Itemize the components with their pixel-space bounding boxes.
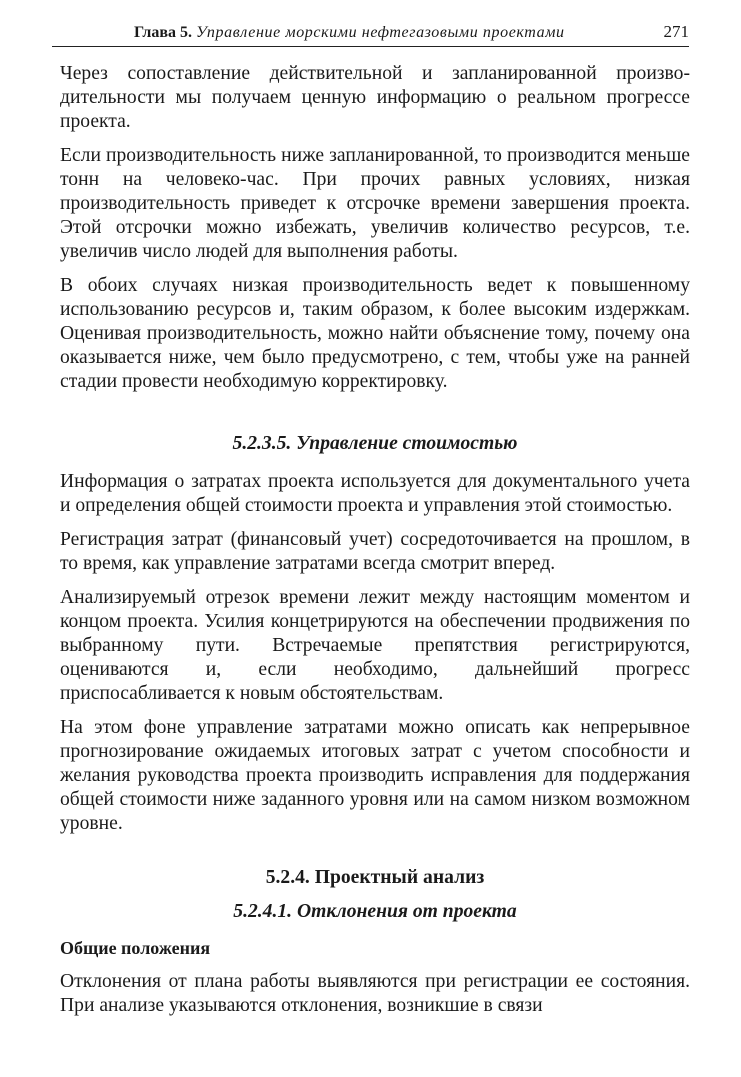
- subsection-heading-deviations: 5.2.4.1. Отклонения от проекта: [233, 901, 517, 922]
- paragraph: В обоих случаях низкая производительность ведет к повышенному использованию ресурсов и, таким образом, к более высоким издержкам. Оценивая производительность, можно найти объяснение тому, почему она оказывается ниже, чем было предусмотрено, с тем, чтобы уже на ранней стадии провести необходимую корректировку.: [60, 275, 690, 392]
- paragraph: Если производительность ниже запланированной, то производится меньше тонн на человеко-час. При прочих равных условиях, низкая производительность приведет к отсрочке времени завершения проекта. Этой отсрочки можно избежать, увеличив количество ресурсов, т.е. увеличив число людей для выполнения работы.: [60, 145, 690, 262]
- section-heading-analysis: 5.2.4. Проектный анализ: [265, 867, 485, 888]
- paragraph: На этом фоне управление затратами можно описать как непрерывное прогнозирование ожидаемых итоговых затрат с учетом способности и желания руководства проекта производить исправления для поддержания общей стоимости ниже заданного уровня или на самом низком возможном уровне.: [60, 717, 690, 834]
- chapter-label: Глава 5.: [134, 24, 192, 41]
- paragraph: Регистрация затрат (финансовый учет) сосредоточивается на прошлом, в то время, как управление затратами всегда смотрит вперед.: [60, 529, 690, 574]
- paragraph: Анализируемый отрезок времени лежит между настоящим моментом и концом проекта. Усилия концетрируются на обеспечении продвижения по выбранному пути. Встречаемые препятствия регистрируются, оцениваются и, если необходимо, дальнейший прогресс приспосабливается к новым обстоятельствам.: [60, 587, 690, 704]
- running-head: [52, 22, 689, 47]
- body-text: [60, 62, 690, 1028]
- running-head-left: [134, 24, 565, 42]
- paragraph: Отклонения от плана работы выявляются при регистрации ее состояния. При анализе указываются отклонения, возникшие в связи: [60, 971, 690, 1016]
- paragraph: Информация о затратах проекта используется для документального учета и определения общей стоимости проекта и управления этой стоимостью.: [60, 471, 690, 516]
- paragraph: Через сопоставление действительной и запланированной производительности мы получаем ценную информацию о реальном прогрессе проекта.: [60, 63, 690, 132]
- page-number: 271: [663, 22, 689, 41]
- section-heading-cost: 5.2.3.5. Управление стоимостью: [232, 433, 518, 454]
- subsection-title: Общие положения: [60, 938, 211, 958]
- chapter-title: Управление морскими нефтегазовыми проектами: [196, 24, 565, 41]
